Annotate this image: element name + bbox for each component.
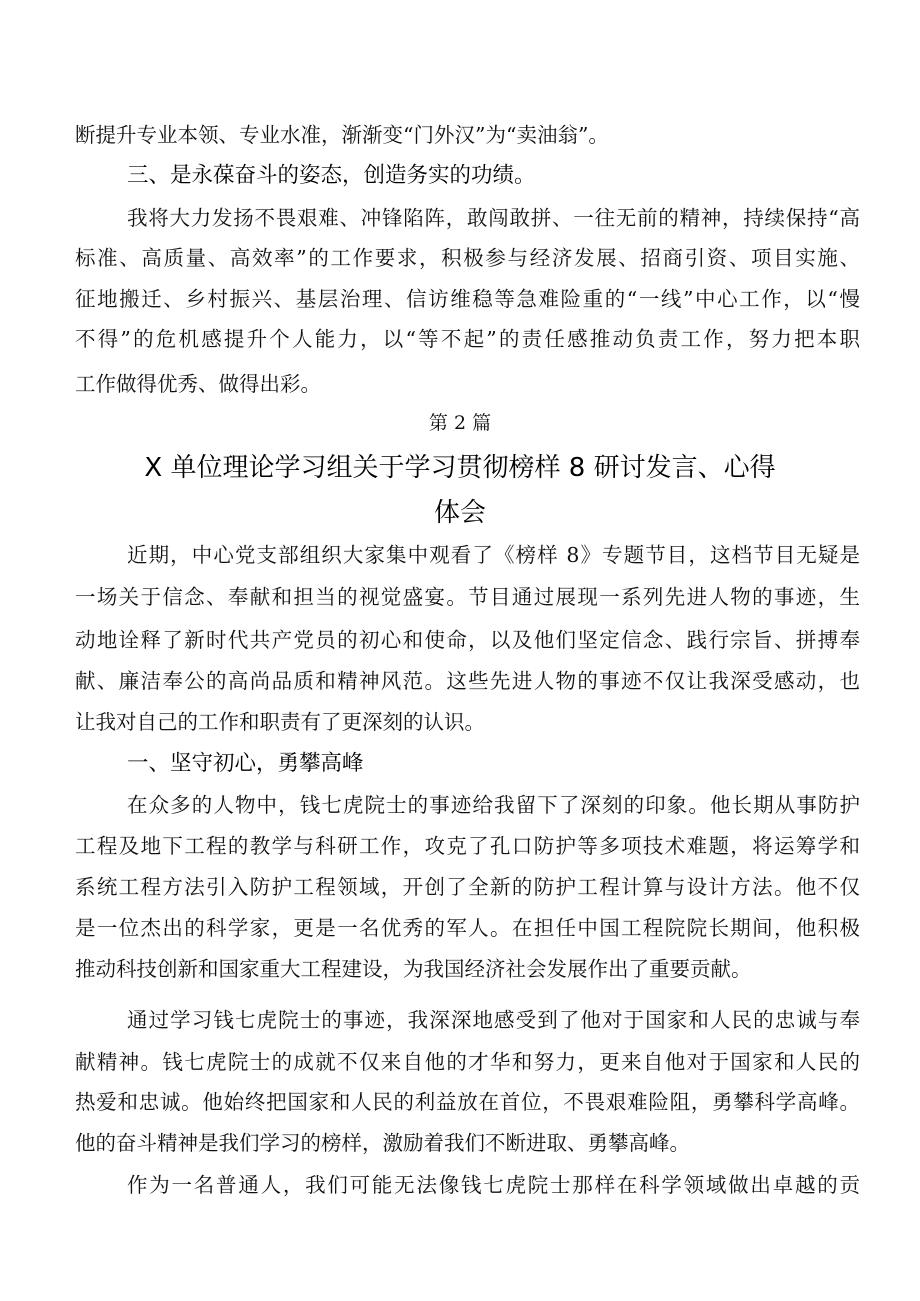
paragraph-line: 他的奋斗精神是我们学习的榜样，激励着我们不断进取、勇攀高峰。 <box>75 1131 690 1155</box>
paragraph-line: 标准、高质量、高效率”的工作要求，积极参与经济发展、招商引资、项目实施、 <box>75 246 860 270</box>
article-title-line-1: X 单位理论学习组关于学习贯彻榜样 8 研讨发言、心得 <box>144 453 776 483</box>
paragraph-line: 动地诠释了新时代共产党员的初心和使命，以及他们坚定信念、践行宗旨、拼搏奉 <box>75 628 860 652</box>
paragraph-line: 工作做得优秀、做得出彩。 <box>75 372 321 396</box>
paragraph-line: 献精神。钱七虎院士的成就不仅来自他的才华和努力，更来自他对于国家和人民的 <box>75 1050 860 1074</box>
paragraph-line: 不得”的危机感提升个人能力，以“等不起”的责任感推动负责工作，努力把本职 <box>75 327 860 351</box>
paragraph-line: 献、廉洁奉公的高尚品质和精神风范。这些先进人物的事迹不仅让我深受感动，也 <box>75 669 860 693</box>
paragraph-line: 系统工程方法引入防护工程领域，开创了全新的防护工程计算与设计方法。他不仅 <box>75 875 860 899</box>
paragraph-line: 近期，中心党支部组织大家集中观看了《榜样 8》专题节目，这档节目无疑是 <box>127 543 860 567</box>
paragraph-line: 工程及地下工程的教学与科研工作，攻克了孔口防护等多项技术难题，将运筹学和 <box>75 834 860 858</box>
paragraph-line: 我将大力发扬不畏艰难、冲锋陷阵，敢闯敢拼、一往无前的精神，持续保持“高 <box>127 206 860 230</box>
section-heading-1: 一、坚守初心，勇攀高峰 <box>127 751 364 776</box>
paragraph-line: 在众多的人物中，钱七虎院士的事迹给我留下了深刻的印象。他长期从事防护 <box>127 793 860 817</box>
paragraph-line: 热爱和忠诚。他始终把国家和人民的利益放在首位，不畏艰难险阻，勇攀科学高峰。 <box>75 1090 860 1114</box>
paragraph-line: 一场关于信念、奉献和担当的视觉盛宴。节目通过展现一系列先进人物的事迹，生 <box>75 585 860 609</box>
paragraph-line: 通过学习钱七虎院士的事迹，我深深地感受到了他对于国家和人民的忠诚与奉 <box>127 1008 860 1032</box>
paragraph-line: 作为一名普通人，我们可能无法像钱七虎院士那样在科学领域做出卓越的贡 <box>127 1173 860 1197</box>
article-number: 第 2 篇 <box>428 412 492 434</box>
section-heading-3: 三、是永葆奋斗的姿态，创造务实的功绩。 <box>127 163 536 188</box>
paragraph-line: 推动科技创新和国家重大工程建设，为我国经济社会发展作出了重要贡献。 <box>75 957 752 981</box>
paragraph-line: 让我对自己的工作和职责有了更深刻的认识。 <box>75 710 485 734</box>
article-title-line-2: 体会 <box>433 498 486 528</box>
paragraph-line: 是一位杰出的科学家，更是一名优秀的军人。在担任中国工程院院长期间，他积极 <box>75 916 860 940</box>
paragraph-line: 征地搬迁、乡村振兴、基层治理、信访维稳等急难险重的“一线”中心工作，以“慢 <box>75 287 860 311</box>
paragraph-line: 断提升专业本领、专业水准，渐渐变“门外汉”为“卖油翁”。 <box>75 123 609 147</box>
